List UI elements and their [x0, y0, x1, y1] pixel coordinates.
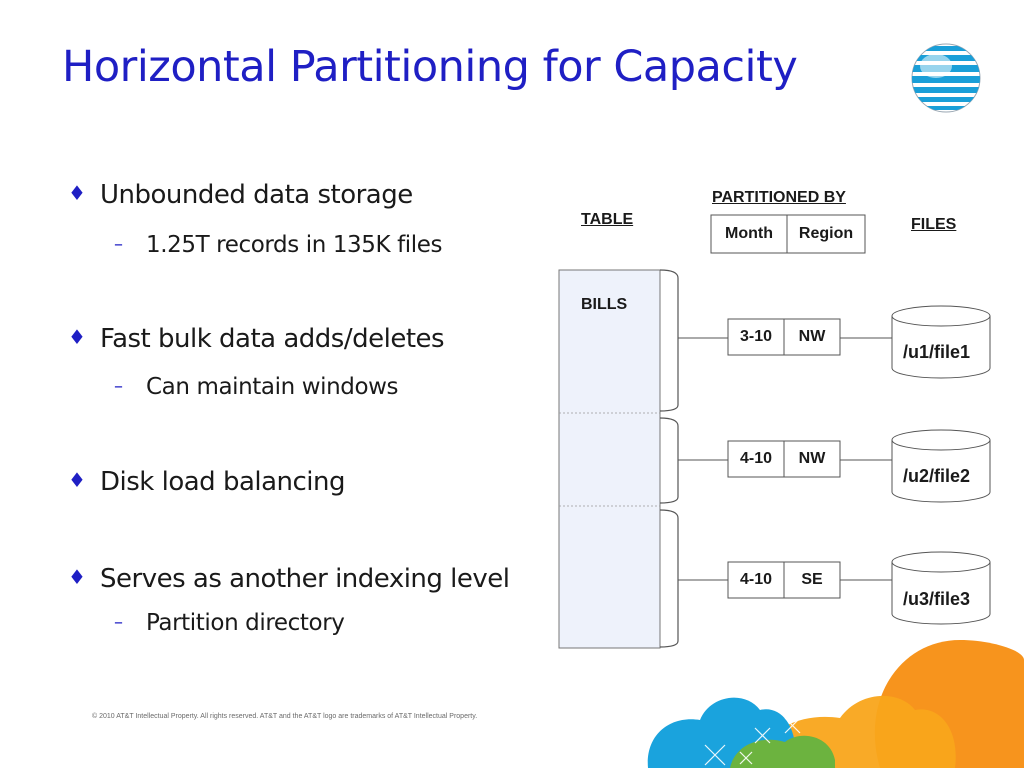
diamond-bullet-icon: ♦	[68, 565, 86, 589]
diamond-bullet-icon: ♦	[68, 325, 86, 349]
table-heading: TABLE	[581, 211, 634, 228]
decorative-clouds	[648, 640, 1024, 768]
sub-bullet-text: Partition directory	[146, 610, 345, 636]
partition-region: SE	[801, 571, 823, 588]
partitioned-by-heading: PARTITIONED BY	[712, 189, 846, 206]
diamond-bullet-icon: ♦	[68, 181, 86, 205]
slide-title: Horizontal Partitioning for Capacity	[62, 42, 798, 92]
partition-month: 4-10	[739, 571, 773, 588]
partition-month: 3-10	[739, 328, 773, 345]
file-name: /u2/file2	[903, 466, 971, 486]
dash-bullet-icon: –	[114, 376, 123, 397]
partition-month: 4-10	[739, 450, 773, 467]
files-heading: FILES	[911, 216, 957, 233]
bullet-text: Unbounded data storage	[100, 180, 413, 210]
bills-table-box	[559, 270, 660, 648]
file-name: /u1/file1	[903, 342, 971, 362]
file-name: /u3/file3	[903, 589, 971, 609]
partition-region: NW	[798, 450, 826, 467]
file-cylinder-icon	[892, 552, 990, 624]
dash-bullet-icon: –	[114, 612, 123, 633]
bullet-text: Fast bulk data adds/deletes	[100, 324, 445, 354]
bullet-text: Disk load balancing	[100, 467, 346, 497]
column-region: Region	[798, 225, 854, 242]
copyright-notice: © 2010 AT&T Intellectual Property. All rights reserved. AT&T and the AT&T logo are trademarks of AT&T Intellectual Property.	[92, 713, 478, 720]
dash-bullet-icon: –	[114, 234, 123, 255]
diamond-bullet-icon: ♦	[68, 468, 86, 492]
bullet-text: Serves as another indexing level	[100, 564, 510, 594]
table-name: BILLS	[581, 296, 628, 313]
column-month: Month	[725, 225, 773, 242]
sub-bullet-text: Can maintain windows	[146, 374, 399, 400]
partition-region: NW	[798, 328, 826, 345]
sub-bullet-text: 1.25T records in 135K files	[146, 232, 443, 258]
